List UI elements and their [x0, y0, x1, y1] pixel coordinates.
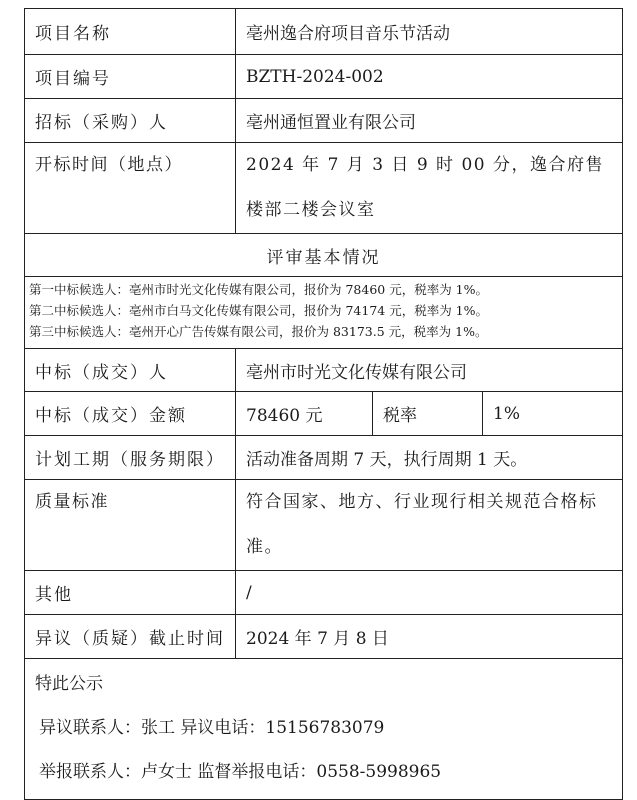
row-project-code [25, 55, 623, 99]
project-name-label: 项目名称 [25, 9, 236, 55]
footer-cell [25, 659, 623, 800]
period-label: 计划工期（服务期限） [25, 436, 236, 480]
footer-title: 特此公示 [35, 674, 103, 694]
amount-label: 中标（成交）金额 [25, 392, 236, 436]
opening-label: 开标时间（地点） [25, 143, 236, 234]
row-tenderer [25, 99, 623, 143]
row-project-name [25, 9, 623, 55]
row-winner [25, 349, 623, 392]
opening-value: 2024 年 7 月 3 日 9 时 00 分，逸合府售楼部二楼会议室 [236, 143, 623, 234]
winner-value: 亳州市时光文化传媒有限公司 [236, 349, 623, 392]
period-value: 活动准备周期 7 天，执行周期 1 天。 [236, 436, 623, 480]
candidate-1: 第一中标候选人：亳州市时光文化传媒有限公司，报价为 78460 元，税率为 1%。 [29, 282, 489, 297]
quality-label: 质量标准 [25, 480, 236, 571]
candidate-3: 第三中标候选人：亳州开心广告传媒有限公司，报价为 83173.5 元，税率为 1%。 [29, 324, 488, 339]
row-footer [25, 659, 623, 800]
row-amount [25, 392, 623, 436]
project-code-value: BZTH-2024-002 [236, 55, 623, 99]
row-objection-deadline [25, 615, 623, 659]
row-review-header [25, 234, 623, 277]
tenderer-value: 亳州通恒置业有限公司 [236, 99, 623, 143]
objection-deadline-value: 2024 年 7 月 8 日 [236, 615, 623, 659]
other-label: 其他 [25, 571, 236, 615]
row-period [25, 436, 623, 480]
candidate-2: 第二中标候选人：亳州市白马文化传媒有限公司，报价为 74174 元，税率为 1%。 [29, 303, 489, 318]
tenderer-label: 招标（采购）人 [25, 99, 236, 143]
quality-value: 符合国家、地方、行业现行相关规范合格标准。 [236, 480, 623, 571]
tax-label: 税率 [373, 392, 483, 436]
review-header: 评审基本情况 [25, 234, 623, 277]
winner-label: 中标（成交）人 [25, 349, 236, 392]
row-other [25, 571, 623, 615]
row-candidates [25, 277, 623, 349]
amount-value: 78460 元 [236, 392, 373, 436]
candidates-cell [25, 277, 623, 349]
row-quality [25, 480, 623, 571]
notice-table [24, 8, 623, 800]
project-code-label: 项目编号 [25, 55, 236, 99]
project-name-value: 亳州逸合府项目音乐节活动 [236, 9, 623, 55]
other-value: / [236, 571, 623, 615]
tax-value: 1% [483, 392, 623, 436]
report-contact: 举报联系人：卢女士 监督举报电话：0558-5998965 [39, 762, 442, 782]
row-opening [25, 143, 623, 234]
objection-deadline-label: 异议（质疑）截止时间 [25, 615, 236, 659]
objection-contact: 异议联系人：张工 异议电话：15156783079 [39, 718, 385, 738]
